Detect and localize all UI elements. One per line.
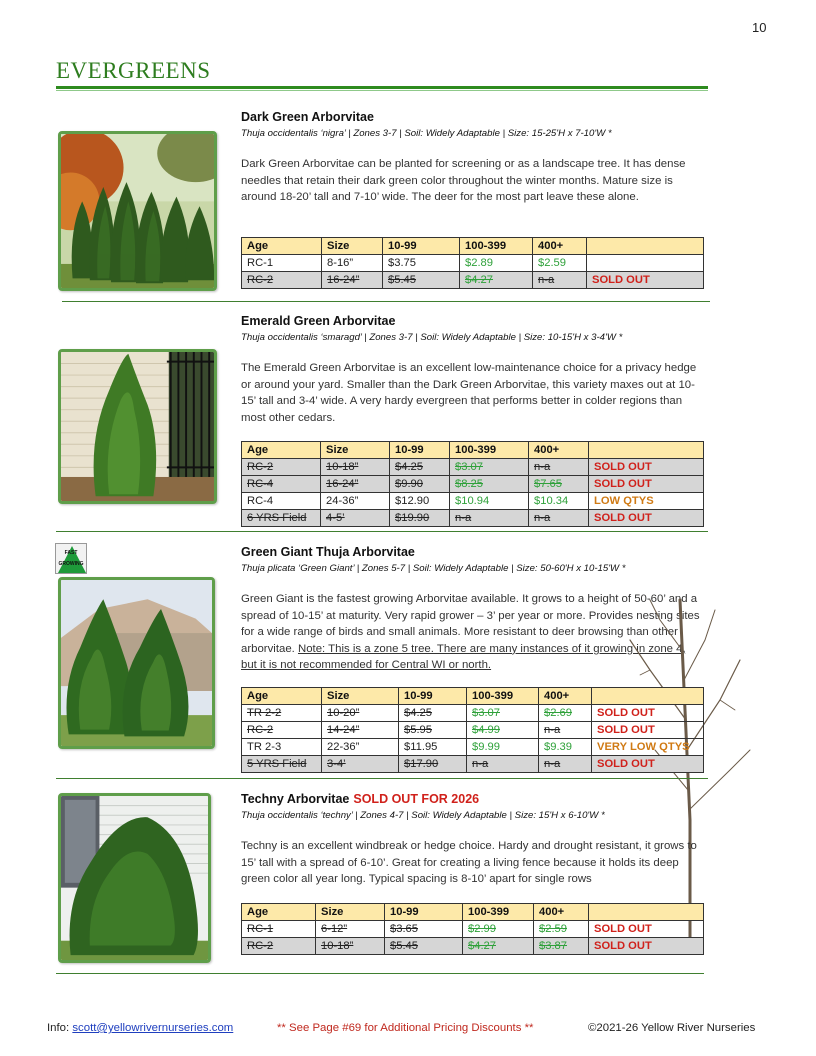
- product-description: Techny is an excellent windbreak or hedge choice. Hardy and drought resistant, it grows to 15’ tall with a spread of 6-10’. Great for creating a living fence because it holds its deep green color all year long. Typical spacing is 8-10’ apart for single rows: [241, 840, 697, 886]
- product-latin-info: Thuja occidentalis ‘smaragd’ | Zones 3-7 | Soil: Widely Adaptable | Size: 10-15'H x 3-4'W *: [241, 332, 623, 343]
- cell-price-400: $3.87: [534, 938, 589, 955]
- cell-status: [587, 255, 704, 272]
- product-latin-info: Thuja occidentalis ‘nigra’ | Zones 3-7 | Soil: Widely Adaptable | Size: 15-25'H x 7-10'W *: [241, 128, 612, 139]
- footer-info-label: Info:: [47, 1022, 73, 1034]
- header-10-99: 10-99: [399, 688, 467, 705]
- cell-age: RC-2: [242, 459, 321, 476]
- table-header-row: [242, 688, 704, 705]
- header-400-plus: 400+: [534, 904, 589, 921]
- product-name: Dark Green Arborvitae: [241, 110, 374, 124]
- cell-age: 6 YRS Field: [242, 510, 321, 527]
- header-100-399: 100-399: [450, 442, 529, 459]
- header-age: Age: [242, 904, 316, 921]
- cell-status: SOLD OUT: [589, 938, 704, 955]
- cell-age: RC-2: [242, 272, 322, 289]
- product-emerald-green-arborvitae: [241, 314, 703, 426]
- cell-age: RC-2: [242, 722, 322, 739]
- cell-age: RC-1: [242, 255, 322, 272]
- badge-text-fast: FAST: [64, 550, 78, 556]
- table-row: [242, 510, 704, 527]
- cell-size: 10-20”: [322, 705, 399, 722]
- table-row: [242, 938, 704, 955]
- cell-price-10-99: $4.25: [390, 459, 450, 476]
- table-header-row: [242, 904, 704, 921]
- cell-status: SOLD OUT: [592, 722, 704, 739]
- cell-size: 16-24”: [322, 272, 383, 289]
- section-divider: [62, 301, 710, 302]
- description-text: Green Giant is the fastest growing Arborvitae available. It grows to a height of 50-60’ and a spread of 10-15’ at maturity. Very rapid grower – 3’ per year or more. Provides nesting sites for a wide range of birds and small animals. More resistant to deer browsing than other arborvitae.: [241, 593, 700, 655]
- cell-status: VERY LOW QTYS: [592, 739, 704, 756]
- cell-price-100-399: $9.99: [467, 739, 539, 756]
- header-status: [589, 442, 704, 459]
- cell-status: SOLD OUT: [592, 705, 704, 722]
- cell-size: 3-4’: [322, 756, 399, 773]
- table-row: [242, 722, 704, 739]
- cell-status: LOW QTYS: [589, 493, 704, 510]
- cell-price-10-99: $3.75: [383, 255, 460, 272]
- cell-size: 16-24”: [321, 476, 390, 493]
- product-dark-green-arborvitae: [241, 110, 703, 206]
- footer-pricing-note: ** See Page #69 for Additional Pricing Discounts **: [277, 1022, 534, 1034]
- cell-size: 4-5’: [321, 510, 390, 527]
- cell-price-400: n-a: [539, 722, 592, 739]
- page-title: EVERGREENS: [56, 58, 211, 83]
- cell-price-400: $2.59: [534, 921, 589, 938]
- cell-status: SOLD OUT: [592, 756, 704, 773]
- cell-price-10-99: $12.90: [390, 493, 450, 510]
- techny-arborvitae-photo: [58, 793, 211, 963]
- cell-size: 22-36”: [322, 739, 399, 756]
- product-name: [241, 792, 703, 807]
- header-status: [589, 904, 704, 921]
- badge-text-growing: GROWING: [58, 561, 84, 567]
- cell-price-400: n-a: [529, 510, 589, 527]
- footer-email-link[interactable]: scott@yellowrivernurseries.com: [72, 1022, 234, 1034]
- cell-price-10-99: $4.25: [399, 705, 467, 722]
- product-name: Emerald Green Arborvitae: [241, 314, 396, 328]
- cell-price-400: $2.59: [533, 255, 587, 272]
- header-100-399: 100-399: [460, 238, 533, 255]
- green-giant-arborvitae-photo: [58, 577, 215, 749]
- cell-price-100-399: $2.99: [463, 921, 534, 938]
- header-400-plus: 400+: [539, 688, 592, 705]
- cell-price-100-399: $8.25: [450, 476, 529, 493]
- cell-price-400: n-a: [533, 272, 587, 289]
- cell-size: 14-24”: [322, 722, 399, 739]
- cell-price-10-99: $17.90: [399, 756, 467, 773]
- table-header-row: [242, 238, 704, 255]
- title-underline: [56, 86, 708, 89]
- product-description: The Emerald Green Arborvitae is an excellent low-maintenance choice for a privacy hedge or around your yard. Smaller than the Dark Green Arborvitae, this variety maxes out at 10-15’ tall and 3-4’ wide. A very hardy evergreen that performs better in colder regions than most other cedars.: [241, 362, 697, 424]
- cell-status: SOLD OUT: [589, 510, 704, 527]
- cell-size: 10-18”: [316, 938, 385, 955]
- header-age: Age: [242, 688, 322, 705]
- header-400-plus: 400+: [533, 238, 587, 255]
- cell-status: SOLD OUT: [589, 921, 704, 938]
- section-divider: [56, 973, 704, 974]
- product-description: Dark Green Arborvitae can be planted for screening or as a landscape tree. It has dense needles that retain their dark green color throughout the winter months. Mature size is around 18-20’ tall and 7-10’ wide. The deer for the most part leave these alone.: [241, 158, 686, 204]
- header-status: [587, 238, 704, 255]
- table-row: [242, 272, 704, 289]
- header-status: [592, 688, 704, 705]
- cell-price-10-99: $5.45: [383, 272, 460, 289]
- table-row: [242, 921, 704, 938]
- cell-age: TR 2-3: [242, 739, 322, 756]
- section-divider: [56, 531, 708, 532]
- cell-age: TR 2-2: [242, 705, 322, 722]
- header-10-99: 10-99: [385, 904, 463, 921]
- header-100-399: 100-399: [467, 688, 539, 705]
- product-latin-info: Thuja plicata ‘Green Giant’ | Zones 5-7 | Soil: Widely Adaptable | Size: 50-60'H x 10-15'W *: [241, 563, 626, 574]
- cell-age: RC-4: [242, 476, 321, 493]
- description-note: Note: This is a zone 5 tree. There are many instances of it growing in zone 4, but it is not recommended for Central WI or north.: [241, 642, 686, 672]
- cell-price-10-99: $9.90: [390, 476, 450, 493]
- title-underline-light: [56, 90, 708, 91]
- footer-contact: [47, 1022, 233, 1034]
- dark-green-arborvitae-photo: [58, 131, 217, 291]
- price-table-dark-green: [241, 237, 704, 289]
- table-row: [242, 705, 704, 722]
- price-table-green-giant: [241, 687, 704, 773]
- table-row: [242, 756, 704, 773]
- cell-size: 24-36”: [321, 493, 390, 510]
- table-row: [242, 493, 704, 510]
- cell-status: SOLD OUT: [587, 272, 704, 289]
- cell-age: RC-4: [242, 493, 321, 510]
- cell-age: 5 YRS Field: [242, 756, 322, 773]
- cell-price-400: $9.39: [539, 739, 592, 756]
- cell-price-10-99: $5.95: [399, 722, 467, 739]
- cell-price-10-99: $19.90: [390, 510, 450, 527]
- header-10-99: 10-99: [390, 442, 450, 459]
- cell-price-400: n-a: [539, 756, 592, 773]
- cell-price-100-399: n-a: [467, 756, 539, 773]
- cell-price-400: $7.65: [529, 476, 589, 493]
- cell-price-100-399: $4.27: [460, 272, 533, 289]
- header-10-99: 10-99: [383, 238, 460, 255]
- cell-price-100-399: $10.94: [450, 493, 529, 510]
- table-row: [242, 739, 704, 756]
- table-header-row: [242, 442, 704, 459]
- product-name: Green Giant Thuja Arborvitae: [241, 545, 415, 559]
- cell-price-10-99: $11.95: [399, 739, 467, 756]
- header-age: Age: [242, 238, 322, 255]
- cell-status: SOLD OUT: [589, 459, 704, 476]
- header-size: Size: [322, 688, 399, 705]
- cell-price-10-99: $3.65: [385, 921, 463, 938]
- cell-age: RC-1: [242, 921, 316, 938]
- cell-size: 10-18”: [321, 459, 390, 476]
- table-row: [242, 459, 704, 476]
- section-divider: [56, 778, 708, 779]
- header-age: Age: [242, 442, 321, 459]
- cell-size: 8-16”: [322, 255, 383, 272]
- table-row: [242, 476, 704, 493]
- cell-price-100-399: $4.99: [467, 722, 539, 739]
- emerald-green-arborvitae-photo: [58, 349, 217, 504]
- cell-price-100-399: $3.07: [467, 705, 539, 722]
- cell-price-10-99: $5.45: [385, 938, 463, 955]
- price-table-techny: [241, 903, 704, 955]
- cell-price-400: $10.34: [529, 493, 589, 510]
- cell-price-100-399: $4.27: [463, 938, 534, 955]
- product-sold-out-notice: SOLD OUT FOR 2026: [353, 792, 480, 806]
- fast-growing-badge: [55, 543, 87, 574]
- header-100-399: 100-399: [463, 904, 534, 921]
- header-400-plus: 400+: [529, 442, 589, 459]
- cell-price-100-399: $3.07: [450, 459, 529, 476]
- price-table-emerald-green: [241, 441, 704, 527]
- product-techny-arborvitae: [241, 792, 703, 888]
- cell-price-100-399: $2.89: [460, 255, 533, 272]
- cell-status: SOLD OUT: [589, 476, 704, 493]
- product-latin-info: Thuja occidentalis ‘techny’ | Zones 4-7 | Soil: Widely Adaptable | Size: 15'H x 6-10'W *: [241, 810, 605, 821]
- table-row: [242, 255, 704, 272]
- product-name-text: Techny Arborvitae: [241, 792, 350, 806]
- cell-price-400: n-a: [529, 459, 589, 476]
- header-size: Size: [322, 238, 383, 255]
- cell-age: RC-2: [242, 938, 316, 955]
- header-size: Size: [321, 442, 390, 459]
- cell-price-400: $2.69: [539, 705, 592, 722]
- header-size: Size: [316, 904, 385, 921]
- cell-size: 6-12”: [316, 921, 385, 938]
- page-number: 10: [752, 20, 767, 35]
- footer-copyright: ©2021-26 Yellow River Nurseries: [588, 1022, 756, 1034]
- cell-price-100-399: n-a: [450, 510, 529, 527]
